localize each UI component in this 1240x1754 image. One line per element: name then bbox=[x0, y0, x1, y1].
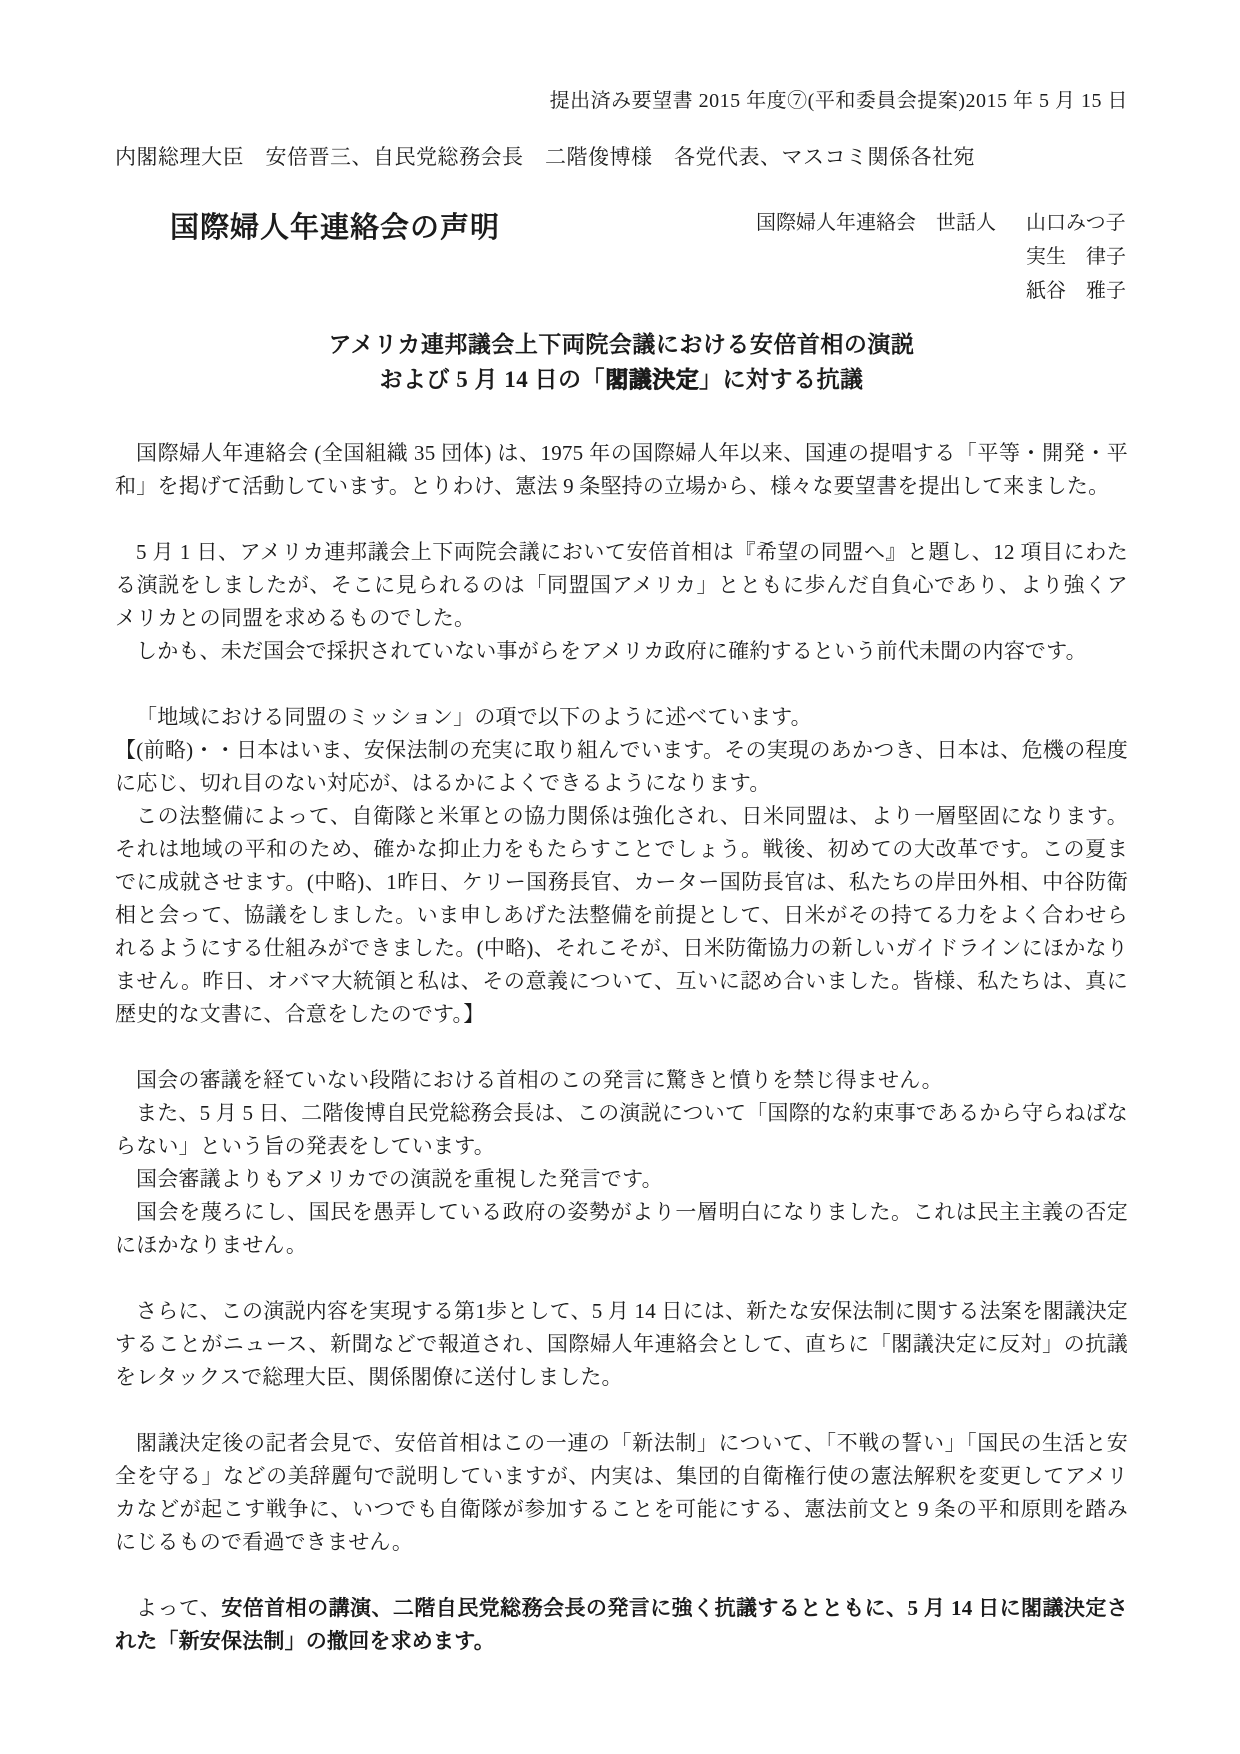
subtitle-line2 bbox=[115, 362, 1128, 397]
paragraph-7: 国会の審議を経ていない段階における首相のこの発言に驚きと憤りを禁じ得ません。 bbox=[136, 1068, 943, 1092]
subtitle-line2-emphasis: 閣議決定 bbox=[605, 367, 699, 392]
paragraph-13 bbox=[115, 1592, 1128, 1658]
closing-plain-run: よって、 bbox=[136, 1596, 222, 1620]
paragraph-1: 国際婦人年連絡会 (全国組織 35 団体) は、1975 年の国際婦人年以来、国連の提唱する「平等・開発・平和」を掲げて活動しています。とりわけ、憲法 9 条堅持の立場から、様々な要望書を提出して来ました。 bbox=[115, 441, 1128, 498]
signer-names bbox=[1026, 211, 1126, 303]
paragraph-2: 5 月 1 日、アメリカ連邦議会上下両院会議において安倍首相は『希望の同盟へ』と題し、12 項目にわたる演説をしましたが、そこに見られるのは「同盟国アメリカ」とともに歩んだ自負心であり、より強くアメリカとの同盟を求めるものでした。 bbox=[115, 540, 1128, 630]
paragraph-6: この法整備によって、自衛隊と米軍との協力関係は強化され、日米同盟は、より一層堅固になります。それは地域の平和のため、確かな抑止力をもたらすことでしょう。戦後、初めての大改革です。この夏までに成就させます。(中略)、1昨日、ケリー国務長官、カーター国防長官は、私たちの岸田外相、中谷防衛相と会って、協議をしました。いま申しあげた法整備を前提として、日米がその持てる力をよく合わせられるようにする仕組みができました。(中略)、それこそが、日米防衛協力の新しいガイドラインにほかなりません。昨日、オバマ大統領と私は、その意義について、互いに認め合いました。皆様、私たちは、真に歴史的な文書に、合意をしたのです。】 bbox=[115, 804, 1128, 1026]
paragraph-12: 閣議決定後の記者会見で、安倍首相はこの一連の「新法制」について、「不戦の誓い」「国民の生活と安全を守る」などの美辞麗句で説明していますが、内実は、集団的自衛権行使の憲法解釈を変更してアメリカなどが起こす戦争に、いつでも自衛隊が参加することを可能にする、憲法前文と 9 条の平和原則を踏みにじるもので看過できません。 bbox=[115, 1431, 1128, 1554]
subtitle-line2-prefix: および 5 月 14 日の「 bbox=[379, 367, 605, 392]
document-subtitle bbox=[115, 327, 1128, 397]
signer-name: 実生 律子 bbox=[1026, 246, 1126, 268]
paragraph-9: 国会審議よりもアメリカでの演説を重視した発言です。 bbox=[136, 1167, 663, 1191]
document-body bbox=[115, 437, 1128, 1658]
subtitle-line1: アメリカ連邦議会上下両院会議における安倍首相の演説 bbox=[328, 332, 915, 357]
signer-block bbox=[756, 211, 1126, 303]
signer-name: 紙谷 雅子 bbox=[1026, 280, 1126, 302]
addressee-line: 内閣総理大臣 安倍晋三、自民党総務会長 二階俊博様 各党代表、マスコミ関係各社宛 bbox=[115, 145, 975, 169]
closing-bold-run: 安倍首相の講演、二階自民党総務会長の発言に強く抗議するとともに、5 月 14 日に閣議決定された「新安保法制」の撤回を求めます。 bbox=[115, 1596, 1128, 1653]
signer-name: 山口みつ子 bbox=[1026, 212, 1126, 234]
paragraph-8: また、5 月 5 日、二階俊博自民党総務会長は、この演説について「国際的な約束事であるから守らねばならない」という旨の発表をしています。 bbox=[115, 1101, 1128, 1158]
header-note: 提出済み要望書 2015 年度⑦(平和委員会提案)2015 年 5 月 15 日 bbox=[549, 90, 1128, 112]
signer-org-role: 国際婦人年連絡会 世話人 bbox=[756, 212, 996, 234]
subtitle-line2-suffix: 」に対する抗議 bbox=[699, 367, 864, 392]
title-row bbox=[115, 205, 1128, 303]
paragraph-4: 「地域における同盟のミッション」の項で以下のように述べています。 bbox=[136, 705, 812, 729]
paragraph-5: 【(前略)・・日本はいま、安保法制の充実に取り組んでいます。その実現のあかつき、日本は、危機の程度に応じ、切れ目のない対応が、はるかによくできるようになります。 bbox=[115, 738, 1128, 795]
paragraph-10: 国会を蔑ろにし、国民を愚弄している政府の姿勢がより一層明白になりました。これは民主主義の否定にほかなりません。 bbox=[115, 1200, 1128, 1257]
paragraph-3: しかも、未だ国会で採択されていない事がらをアメリカ政府に確約するという前代未聞の内容です。 bbox=[136, 639, 1087, 663]
statement-title: 国際婦人年連絡会の声明 bbox=[170, 212, 501, 244]
paragraph-11: さらに、この演説内容を実現する第1歩として、5 月 14 日には、新たな安保法制に関する法案を閣議決定することがニュース、新聞などで報道され、国際婦人年連絡会として、直ちに「閣議決定に反対」の抗議をレタックスで総理大臣、関係閣僚に送付しました。 bbox=[115, 1299, 1128, 1389]
